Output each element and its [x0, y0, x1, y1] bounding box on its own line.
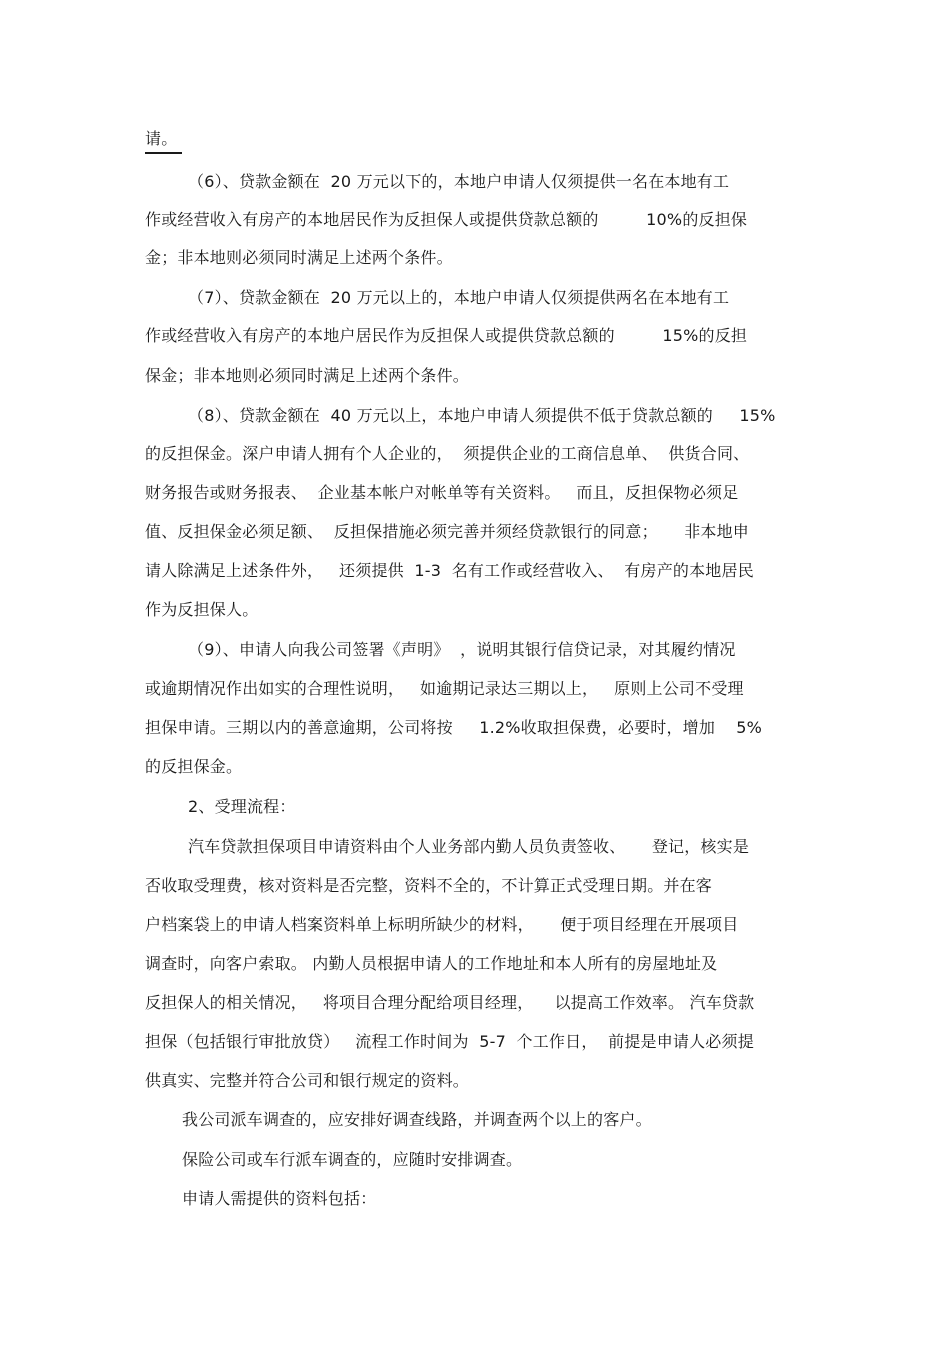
text-line-24: 担保（包括银行审批放贷） 流程工作时间为 5-7 个工作日， 前提是申请人必须提 — [145, 1032, 754, 1051]
text-line-11: 值、反担保金必须足额、 反担保措施必须完善并须经贷款银行的同意； 非本地申 — [145, 522, 750, 541]
text-line-15: 或逾期情况作出如实的合理性说明， 如逾期记录达三期以上， 原则上公司不受理 — [145, 679, 744, 698]
text-line-8: （8）、贷款金额在 40 万元以上，本地户申请人须提供不低于贷款总额的 15% — [188, 406, 776, 425]
text-line-18: 2、受理流程： — [188, 797, 296, 816]
text-line-10: 财务报告或财务报表、 企业基本帐户对帐单等有关资料。 而且，反担保物必须足 — [145, 483, 739, 502]
text-line-12: 请人除满足上述条件外， 还须提供 1-3 名有工作或经营收入、 有房产的本地居民 — [145, 561, 754, 580]
text-line-2: （6）、贷款金额在 20 万元以下的，本地户申请人仅须提供一名在本地有工 — [188, 172, 730, 191]
text-line-28: 申请人需提供的资料包括： — [182, 1189, 377, 1208]
text-line-1: 请。 — [145, 129, 178, 148]
text-line-26: 我公司派车调查的，应安排好调查线路，并调查两个以上的客户。 — [182, 1110, 652, 1129]
text-line-14: （9）、申请人向我公司签署《声明》 ，说明其银行信贷记录，对其履约情况 — [188, 640, 736, 659]
text-line-6: 作或经营收入有房产的本地户居民作为反担保人或提供贷款总额的 15%的反担 — [145, 326, 748, 345]
text-line-23: 反担保人的相关情况， 将项目合理分配给项目经理， 以提高工作效率。 汽车贷款 — [145, 993, 755, 1012]
text-line-17: 的反担保金。 — [145, 757, 243, 776]
text-line-21: 户档案袋上的申请人档案资料单上标明所缺少的材料， 便于项目经理在开展项目 — [145, 915, 739, 934]
text-line-22: 调查时，向客户索取。 内勤人员根据申请人的工作地址和本人所有的房屋地址及 — [145, 954, 718, 973]
text-line-16: 担保申请。三期以内的善意逾期，公司将按 1.2%收取担保费，必要时，增加 5% — [145, 718, 763, 737]
text-line-25: 供真实、完整并符合公司和银行规定的资料。 — [145, 1071, 470, 1090]
text-line-20: 否收取受理费，核对资料是否完整，资料不全的，不计算正式受理日期。并在客 — [145, 876, 713, 895]
text-line-27: 保险公司或车行派车调查的，应随时安排调查。 — [182, 1150, 523, 1169]
text-line-4: 金；非本地则必须同时满足上述两个条件。 — [145, 248, 453, 267]
text-line-9: 的反担保金。深户申请人拥有个人企业的， 须提供企业的工商信息单、 供货合同、 — [145, 444, 750, 463]
text-line-7: 保金；非本地则必须同时满足上述两个条件。 — [145, 366, 470, 385]
text-line-5: （7）、贷款金额在 20 万元以上的，本地户申请人仅须提供两名在本地有工 — [188, 288, 730, 307]
text-line-19: 汽车贷款担保项目申请资料由个人业务部内勤人员负责签收、 登记，核实是 — [188, 837, 750, 856]
underline-mark — [145, 152, 182, 154]
text-line-13: 作为反担保人。 — [145, 600, 259, 619]
text-line-3: 作或经营收入有房产的本地居民作为反担保人或提供贷款总额的 10%的反担保 — [145, 210, 748, 229]
